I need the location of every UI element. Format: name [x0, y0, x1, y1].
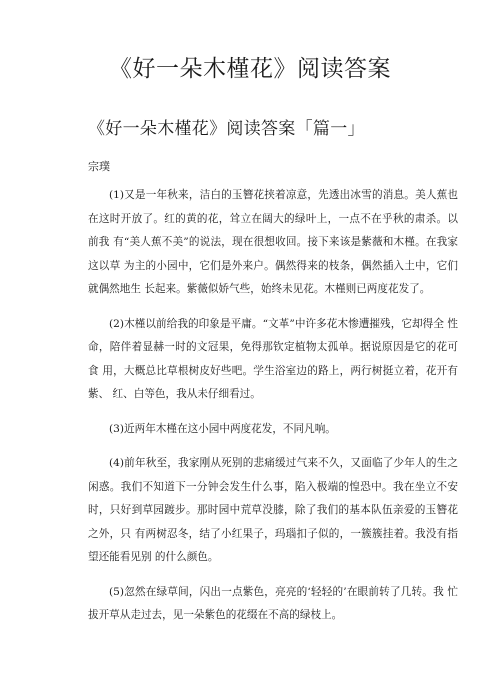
author-name: 宗璞: [88, 160, 110, 173]
document-title: 《好一朵木槿花》阅读答案: [109, 56, 391, 82]
paragraph-2: (2)木槿以前给我的印象是平庸。“文革”中许多花木惨遭摧残，它却得全 性命，陪伴着显赫一时的文冠果，免得那钦定植物太孤单。据说原因是它的花可食 用，大概总比草根树皮好些吧。学生浴室边的路上，两行树挺立着，花开有紫、 红、白等色，我从未仔细看过。: [88, 317, 458, 400]
paragraph-3: (3)近两年木槿在这小园中两度花发，不同凡响。: [109, 422, 336, 435]
article-body: [88, 184, 458, 639]
paragraph-4: (4)前年秋至，我家刚从死别的悲痛缓过气来不久，又面临了少年人的生之 闲惑。我们不知道下一分钟会发生什么事，陷入极端的惶恐中。我在坐立不安时，只好到草园踱步。那时园中荒草没膝，除了我们的基本队伍亲爱的玉簪花之外，只 有两树忍冬，结了小红果子，玛瑙扣子似的，一簇簇挂着。我没有指望还能看见别 的什么颜色。: [88, 457, 458, 563]
section-title: 《好一朵木槿花》阅读答案「篇一」: [88, 119, 365, 139]
paragraph-5: (5)忽然在绿草间，闪出一点紫色，亮亮的‘轻轻的’在眼前转了几转。我 忙拔开草从走过去，见一朵紫色的花缀在不高的绿枝上。: [88, 585, 458, 621]
paragraph-1: (1)又是一年秋来，洁白的玉簪花挟着凉意，先透出冰雪的消息。美人蕉也 在这时开放了。红的黄的花，耸立在阔大的绿叶上，一点不在乎秋的肃杀。以前我 有“美人蕉不美”的说法，现在很想收回。接下来该是紫薇和木槿。在我家这以草 为主的小园中，它们是外来户。偶然得来的枝条，偶然插入土中，它们就偶然地生 长起来。紫薇似娇气些，始终未见花。木槿则已两度花发了。: [88, 189, 458, 295]
